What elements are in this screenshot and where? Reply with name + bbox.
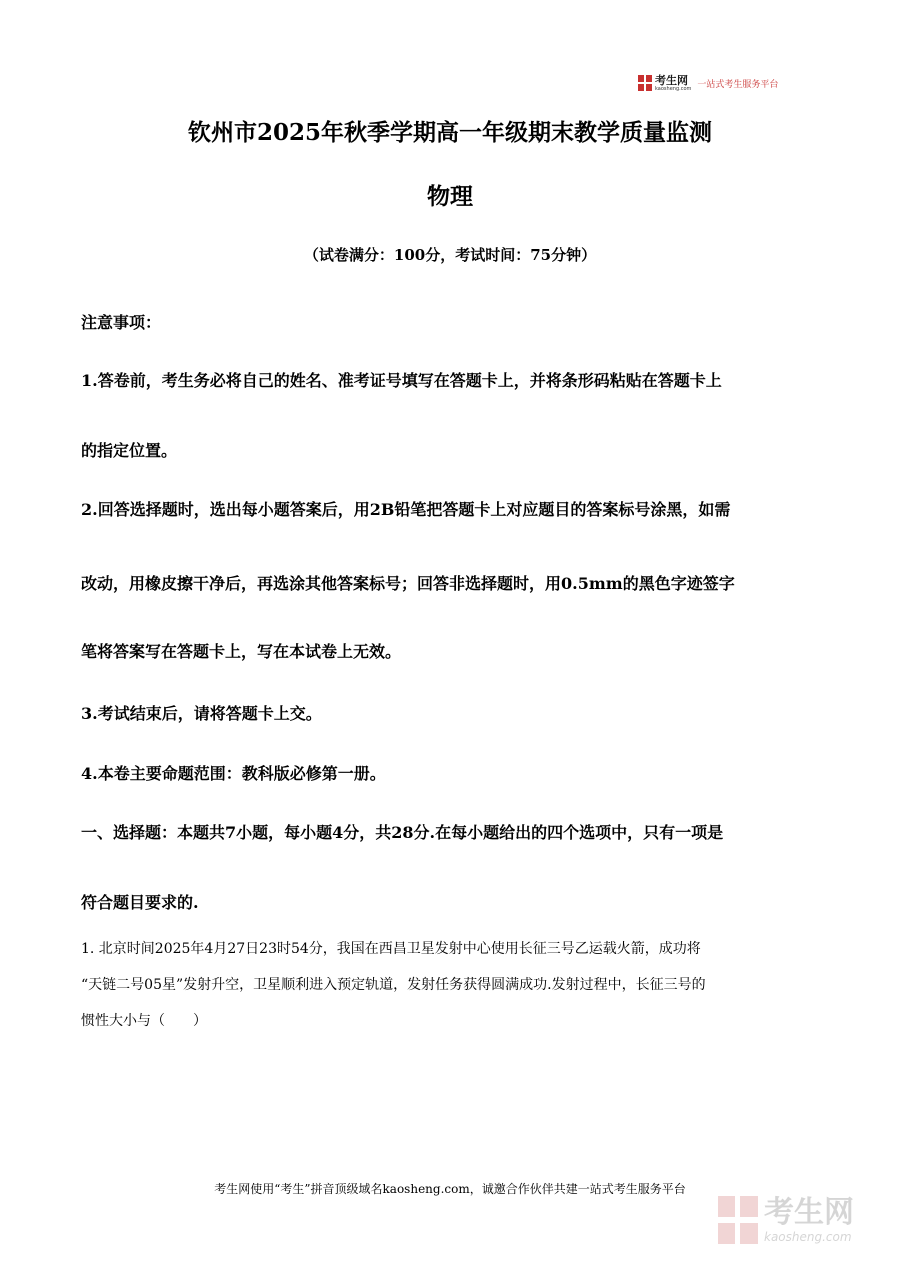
watermark-name: 考生网	[764, 1194, 854, 1230]
note-line: 3.考试结束后，请将答题卡上交。	[81, 704, 322, 723]
header-slogan: 一站式考生服务平台	[697, 79, 779, 90]
exam-subject: 物理	[427, 183, 473, 210]
watermark-domain: kaosheng.com	[764, 1229, 852, 1244]
kaosheng-logo-icon	[638, 75, 652, 91]
question-1-line: “天链二号05星”发射升空，卫星顺利进入预定轨道，发射任务获得圆满成功.发射过程中，长征三号的	[81, 977, 706, 993]
note-line: 1.答卷前，考生务必将自己的姓名、准考证号填写在答题卡上，并将条形码粘贴在答题卡上	[81, 371, 722, 390]
watermark-logo	[718, 1196, 854, 1244]
notes-heading: 注意事项：	[81, 313, 162, 332]
footer-text: 考生网使用“考生”拼音顶级域名kaosheng.com，诚邀合作伙伴共建一站式考生服务平台	[214, 1182, 686, 1196]
note-line: 改动，用橡皮擦干净后，再选涂其他答案标号；回答非选择题时，用0.5mm的黑色字迹签字	[81, 574, 735, 593]
kaosheng-watermark-icon	[718, 1196, 758, 1244]
exam-info: （试卷满分：100分，考试时间：75分钟）	[303, 246, 597, 264]
note-line: 的指定位置。	[81, 441, 178, 460]
note-line: 4.本卷主要命题范围：教科版必修第一册。	[81, 764, 386, 783]
header-logo[interactable]	[638, 73, 778, 93]
exam-title: 钦州市2025年秋季学期高一年级期末教学质量监测	[187, 119, 712, 146]
section-heading-cont: 符合题目要求的.	[81, 893, 199, 912]
logo-name: 考生网	[655, 73, 688, 87]
note-line: 2.回答选择题时，选出每小题答案后，用2B铅笔把答题卡上对应题目的答案标号涂黑，如需	[81, 500, 731, 519]
section-heading: 一、选择题：本题共7小题，每小题4分，共28分.在每小题给出的四个选项中，只有一项是	[81, 823, 724, 842]
question-1-line: 1. 北京时间2025年4月27日23时54分，我国在西昌卫星发射中心使用长征三号乙运载火箭，成功将	[81, 941, 701, 957]
logo-domain: kaosheng.com	[655, 85, 692, 92]
note-line: 笔将答案写在答题卡上，写在本试卷上无效。	[81, 642, 402, 661]
question-1-line: 惯性大小与（ ）	[81, 1013, 207, 1029]
